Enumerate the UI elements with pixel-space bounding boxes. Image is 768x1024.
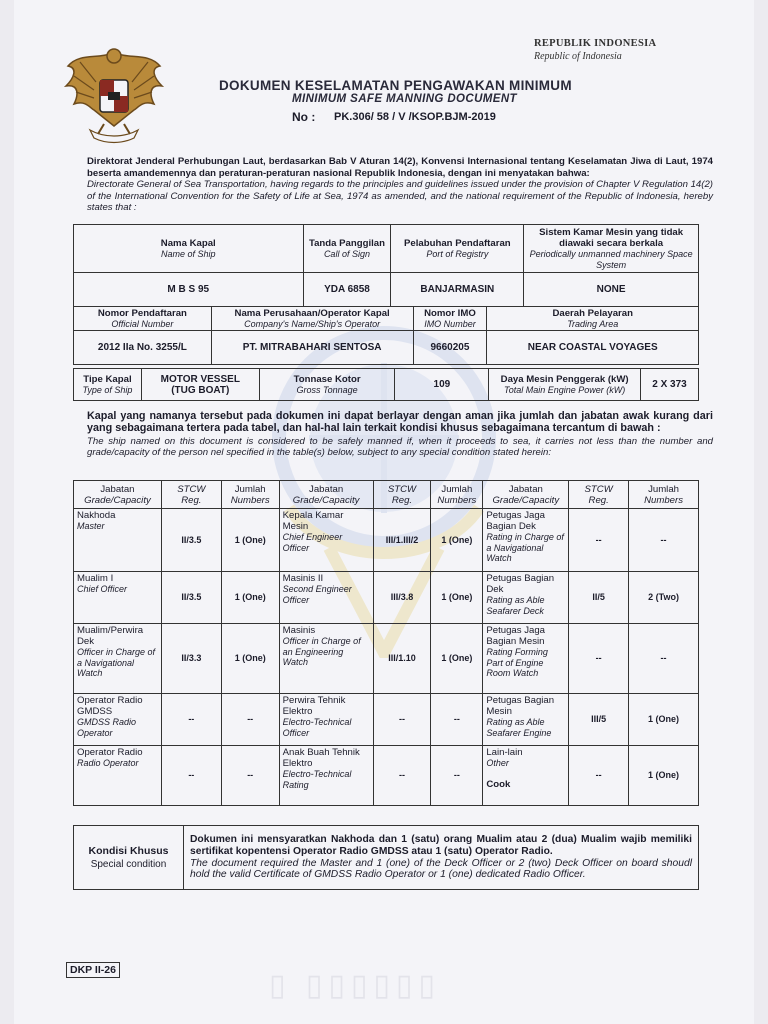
col-grade-2-label: Jabatan — [309, 483, 344, 495]
stcw-cell: -- — [569, 624, 629, 694]
col-stcw-2-label-en: Reg. — [391, 494, 413, 506]
grade-name: Lain-lain — [486, 747, 523, 758]
stcw-cell: -- — [161, 746, 221, 806]
grade-cell — [279, 746, 373, 806]
ums-header-label-en: Periodically unmanned machinery Space System — [529, 249, 693, 270]
trading-area: NEAR COASTAL VOYAGES — [487, 331, 699, 365]
ship-type-line2: (TUG BOAT) — [171, 384, 230, 396]
number-cell: 1 (One) — [431, 572, 483, 624]
republic-header — [534, 38, 656, 62]
imo-header — [413, 307, 487, 331]
callsign-header-label-en: Call of Sign — [323, 248, 370, 259]
col-num-1-label-en: Numbers — [230, 494, 270, 506]
table-row — [74, 624, 699, 694]
grade-name-en: Rating as Able Seafarer Engine — [486, 717, 552, 738]
stcw-cell: III/5 — [569, 694, 629, 746]
col-grade-2 — [279, 481, 373, 509]
official-number: 2012 IIa No. 3255/L — [74, 331, 212, 365]
callsign-header — [303, 225, 391, 273]
grade-name-en: Officer in Charge of a Navigational Watch — [77, 647, 156, 678]
intro-text: Direktorat Jenderal Perhubungan Laut, berdasarkan Bab V Aturan 14(2), Konvensi Internasional tentang Keselamatan Jiwa di Laut, 1974 beserta amandemennya dan peraturan-peraturan nasional Republik Indonesia, dengan ini menyatakan bahwa: — [87, 156, 713, 179]
form-code: DKP II-26 — [66, 962, 120, 978]
name-header-label: Nama Kapal — [160, 237, 216, 249]
grade-extra: Cook — [486, 778, 511, 790]
port-header-label: Pelabuhan Pendaftaran — [404, 237, 511, 249]
stcw-cell: II/3.5 — [161, 509, 221, 572]
col-stcw-2-label: STCW — [387, 483, 417, 495]
callsign-header-label: Tanda Panggilan — [308, 237, 385, 249]
col-num-1 — [221, 481, 279, 509]
official-header-label-en: Official Number — [111, 318, 174, 329]
grade-name-en: GMDSS Radio Operator — [77, 717, 137, 738]
call-sign: YDA 6858 — [303, 273, 391, 307]
grade-cell — [74, 694, 162, 746]
gt-header-label: Tonnase Kotor — [293, 373, 361, 385]
col-grade-3-label-en: Grade/Capacity — [492, 494, 560, 506]
grade-cell — [279, 694, 373, 746]
number-cell: 1 (One) — [431, 624, 483, 694]
intro-paragraph — [87, 156, 713, 214]
grade-name: Anak Buah Tehnik Elektro — [282, 747, 360, 769]
document-title: DOKUMEN KESELAMATAN PENGAWAKAN MINIMUM — [219, 78, 572, 93]
grade-name: Petugas Bagian Dek — [486, 573, 555, 595]
grade-cell — [74, 572, 162, 624]
grade-cell — [483, 624, 569, 694]
company-header — [211, 307, 413, 331]
grade-cell — [483, 572, 569, 624]
imo-header-label-en: IMO Number — [424, 318, 476, 329]
number-cell: 1 (One) — [221, 624, 279, 694]
number-cell: 2 (Two) — [629, 572, 699, 624]
grade-name: Operator Radio — [77, 747, 143, 758]
stcw-cell: -- — [161, 694, 221, 746]
table-row — [74, 509, 699, 572]
grade-name-en: Rating in Charge of a Navigational Watch — [486, 532, 564, 563]
ship-type-line1: MOTOR VESSEL — [160, 373, 240, 385]
ums-header-label: Sistem Kamar Mesin yang tidak diawaki secara berkala — [539, 227, 684, 249]
col-num-2-label: Jumlah — [441, 483, 473, 495]
stcw-cell: -- — [569, 509, 629, 572]
ship-table-bottom — [73, 368, 699, 401]
statement-text: Kapal yang namanya tersebut pada dokumen ini dapat berlayar dengan aman jika jumlah dan jabatan awak kurang dari yang sebagaimana tertera pada tabel, dan hal-hal lain terkait kondisi khusus sebagaimana tercantum di bawah : — [87, 410, 713, 435]
table-row — [74, 746, 699, 806]
ship-table-middle — [73, 306, 699, 365]
grade-name: Masinis — [282, 625, 316, 636]
republic-name-en: Republic of Indonesia — [534, 51, 622, 62]
special-label-cell — [74, 826, 184, 890]
special-label: Kondisi Khusus — [88, 844, 169, 857]
intro-text-en: Directorate General of Sea Transportation, having regards to the principles and guidelines issued under the provision of Chapter V Regulation 14(2) of the International Convention for the Safety of Life at Sea, 1974 as amended, and the national requirement of the Republic of Indonesia, hereby states that : — [87, 179, 713, 214]
grade-cell — [483, 509, 569, 572]
col-stcw-3-label: STCW — [584, 483, 613, 495]
col-num-3-label: Jumlah — [648, 483, 679, 495]
name-header — [74, 225, 304, 273]
grade-name-en: Chief Officer — [77, 584, 128, 594]
grade-name-en: Rating Forming Part of Engine Room Watch — [486, 647, 548, 678]
gt-header — [259, 369, 395, 401]
grade-name: Kepala Kamar Mesin — [282, 510, 344, 532]
number-cell: -- — [431, 694, 483, 746]
col-stcw-3-label-en: Reg. — [588, 494, 609, 506]
number-cell: -- — [629, 624, 699, 694]
company-header-label: Nama Perusahaan/Operator Kapal — [234, 307, 390, 319]
stcw-cell: II/3.3 — [161, 624, 221, 694]
port-header-label-en: Port of Registry — [426, 248, 489, 259]
grade-name: Perwira Tehnik Elektro — [282, 695, 346, 717]
special-text: Dokumen ini mensyaratkan Nakhoda dan 1 (satu) orang Mualim atau 2 (dua) Mualim wajib memiliki sertifikat kopentensi Operator Radio GMDSS atau 1 (satu) Operator Radio. — [190, 833, 692, 857]
grade-cell — [74, 509, 162, 572]
grade-name: Masinis II — [282, 573, 324, 584]
embossed-stamp-icon: ▯ ▯▯▯▯▯▯ — [269, 969, 441, 1002]
republic-name: REPUBLIK INDONESIA — [534, 38, 657, 49]
grade-name-en: Radio Operator — [77, 758, 139, 768]
ums-value: NONE — [524, 273, 699, 307]
number-cell: 1 (One) — [221, 572, 279, 624]
ship-table-top — [73, 224, 699, 307]
col-stcw-2 — [373, 481, 431, 509]
col-num-2 — [431, 481, 483, 509]
grade-cell — [483, 746, 569, 806]
grade-cell — [74, 624, 162, 694]
col-stcw-3 — [569, 481, 629, 509]
col-grade-3 — [483, 481, 569, 509]
grade-name-en: Electro-Technical Officer — [282, 717, 352, 738]
imo-header-label: Nomor IMO — [424, 307, 476, 319]
area-header-label: Daerah Pelayaran — [552, 307, 633, 319]
special-text-cell — [184, 826, 699, 890]
stcw-cell: III/1.10 — [373, 624, 431, 694]
grade-name-en: Electro-Technical Rating — [282, 769, 352, 790]
document-page — [14, 0, 754, 1024]
power-header-label-en: Total Main Engine Power (kW) — [504, 384, 626, 395]
document-number: PK.306/ 58 / V /KSOP.BJM-2019 — [334, 111, 496, 123]
grade-name-en: Chief Engineer Officer — [282, 532, 343, 553]
gross-tonnage: 109 — [395, 369, 489, 401]
official-header-label: Nomor Pendaftaran — [97, 307, 187, 319]
grade-name-en: Second Engineer Officer — [282, 584, 352, 605]
col-grade-1 — [74, 481, 162, 509]
grade-name: Operator Radio GMDSS — [77, 695, 143, 717]
col-num-3 — [629, 481, 699, 509]
grade-name-en: Rating as Able Seafarer Deck — [486, 595, 545, 616]
col-stcw-1 — [161, 481, 221, 509]
statement-paragraph — [87, 410, 713, 459]
col-num-1-label: Jumlah — [234, 483, 266, 495]
grade-name: Nakhoda — [77, 510, 116, 521]
grade-name-en: Officer in Charge of an Engineering Watch — [282, 636, 361, 667]
ums-header — [524, 225, 699, 273]
number-cell: 1 (One) — [431, 509, 483, 572]
grade-name: Mualim/Perwira Dek — [77, 625, 144, 647]
col-num-2-label-en: Numbers — [437, 494, 477, 506]
company-name: PT. MITRABAHARI SENTOSA — [211, 331, 413, 365]
grade-name: Petugas Jaga Bagian Mesin — [486, 625, 546, 647]
number-cell: 1 (One) — [629, 746, 699, 806]
stcw-cell: -- — [569, 746, 629, 806]
col-grade-1-label: Jabatan — [100, 483, 135, 495]
number-cell: -- — [629, 509, 699, 572]
stcw-cell: -- — [373, 694, 431, 746]
col-grade-2-label-en: Grade/Capacity — [292, 494, 360, 506]
special-text-en: The document required the Master and 1 (one) of the Deck Officer or 2 (two) Deck Officer on board shoudl hold the valid Certificate of GMDSS Radio Operator or 1 (one) dedicated Radio Officer. — [190, 857, 692, 881]
grade-cell — [279, 572, 373, 624]
stcw-cell: II/5 — [569, 572, 629, 624]
number-cell: 1 (One) — [221, 509, 279, 572]
table-row — [74, 694, 699, 746]
grade-name: Petugas Bagian Mesin — [486, 695, 555, 717]
grade-name-en: Other — [486, 758, 509, 768]
company-header-label-en: Company's Name/Ship's Operator — [244, 318, 381, 329]
number-cell: -- — [221, 746, 279, 806]
col-num-3-label-en: Numbers — [644, 494, 683, 506]
number-cell: 1 (One) — [629, 694, 699, 746]
stcw-cell: III/1.III/2 — [373, 509, 431, 572]
type-header — [74, 369, 142, 401]
stcw-cell: III/3.8 — [373, 572, 431, 624]
table-row — [74, 572, 699, 624]
col-stcw-1-label-en: Reg. — [181, 494, 202, 506]
grade-cell — [483, 694, 569, 746]
col-stcw-1-label: STCW — [177, 483, 206, 495]
number-label: No : — [292, 110, 316, 124]
statement-text-en: The ship named on this document is considered to be safely manned if, when it proceeds to sea, it carries not less than the number and grade/capacity of the person nel specified in the table(s) below, subject to any special condition stated herein: — [87, 435, 713, 459]
stcw-cell: II/3.5 — [161, 572, 221, 624]
ship-type — [141, 369, 259, 401]
grade-name: Petugas Jaga Bagian Dek — [486, 510, 546, 532]
special-label-en: Special condition — [90, 858, 167, 870]
gt-header-label-en: Gross Tonnage — [296, 384, 358, 395]
number-cell: -- — [431, 746, 483, 806]
col-grade-1-label-en: Grade/Capacity — [84, 494, 151, 506]
col-grade-3-label: Jabatan — [508, 483, 543, 495]
stcw-cell: -- — [373, 746, 431, 806]
area-header — [487, 307, 699, 331]
document-title-en: MINIMUM SAFE MANNING DOCUMENT — [292, 93, 517, 105]
special-condition-table — [73, 825, 699, 890]
port-header — [391, 225, 524, 273]
official-header — [74, 307, 212, 331]
type-header-label: Tipe Kapal — [83, 373, 132, 385]
garuda-emblem-icon — [60, 38, 168, 148]
port-of-registry: BANJARMASIN — [391, 273, 524, 307]
imo-number: 9660205 — [413, 331, 487, 365]
engine-power: 2 X 373 — [641, 369, 699, 401]
power-header-label: Daya Mesin Penggerak (kW) — [500, 373, 629, 385]
grade-name: Mualim I — [77, 573, 114, 584]
grade-cell — [279, 624, 373, 694]
area-header-label-en: Trading Area — [567, 318, 619, 329]
manning-table — [73, 480, 699, 806]
grade-cell — [279, 509, 373, 572]
ship-name: M B S 95 — [74, 273, 304, 307]
name-header-label-en: Name of Ship — [160, 248, 216, 259]
power-header — [489, 369, 641, 401]
type-header-label-en: Type of Ship — [82, 384, 133, 395]
grade-cell — [74, 746, 162, 806]
number-cell: -- — [221, 694, 279, 746]
grade-name-en: Master — [77, 521, 105, 531]
